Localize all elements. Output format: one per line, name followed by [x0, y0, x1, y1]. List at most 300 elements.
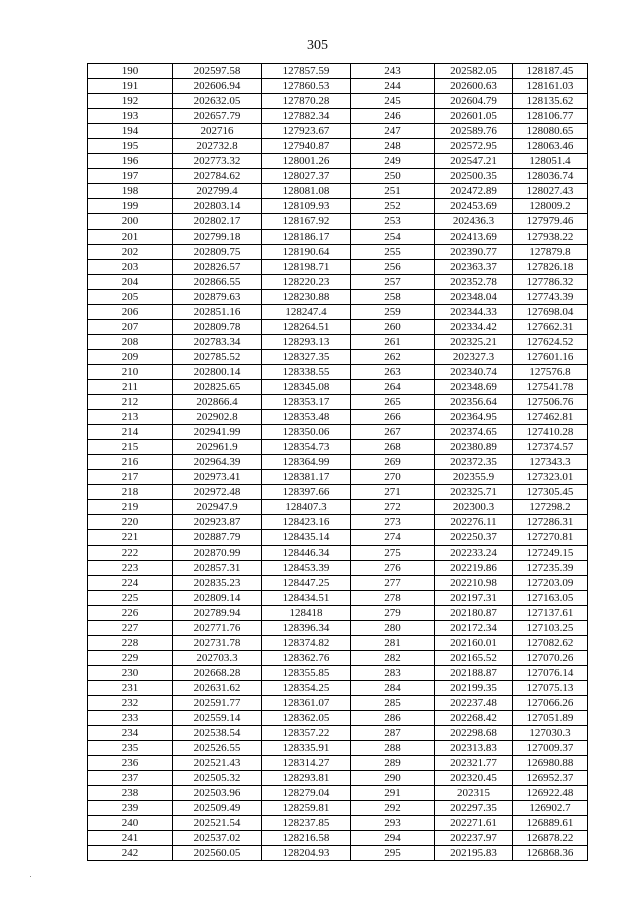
- x-coordinate-cell: 202352.78: [435, 274, 513, 289]
- table-row: [88, 500, 588, 515]
- y-coordinate-cell: 128293.81: [262, 771, 351, 786]
- y-coordinate-cell: 127541.78: [513, 379, 588, 394]
- x-coordinate-cell: 202799.4: [173, 184, 262, 199]
- table-row: [88, 199, 588, 214]
- x-coordinate-cell: 202866.55: [173, 274, 262, 289]
- table-row: [88, 590, 588, 605]
- y-coordinate-cell: 128362.05: [262, 711, 351, 726]
- table-row: [88, 801, 588, 816]
- x-coordinate-cell: 202509.49: [173, 801, 262, 816]
- table-row: [88, 816, 588, 831]
- x-coordinate-cell: 202972.48: [173, 485, 262, 500]
- x-coordinate-cell: 202334.42: [435, 319, 513, 334]
- y-coordinate-cell: 128220.23: [262, 274, 351, 289]
- table-row: [88, 154, 588, 169]
- point-number-cell: 252: [351, 199, 435, 214]
- point-number-cell: 260: [351, 319, 435, 334]
- y-coordinate-cell: 128447.25: [262, 575, 351, 590]
- y-coordinate-cell: 128247.4: [262, 304, 351, 319]
- x-coordinate-cell: 202826.57: [173, 259, 262, 274]
- point-number-cell: 217: [88, 470, 173, 485]
- x-coordinate-cell: 202325.71: [435, 485, 513, 500]
- y-coordinate-cell: 128396.34: [262, 620, 351, 635]
- x-coordinate-cell: 202390.77: [435, 244, 513, 259]
- point-number-cell: 203: [88, 259, 173, 274]
- y-coordinate-cell: 127203.09: [513, 575, 588, 590]
- point-number-cell: 265: [351, 395, 435, 410]
- x-coordinate-cell: 202799.18: [173, 229, 262, 244]
- point-number-cell: 278: [351, 590, 435, 605]
- point-number-cell: 193: [88, 109, 173, 124]
- table-row: [88, 455, 588, 470]
- point-number-cell: 208: [88, 334, 173, 349]
- x-coordinate-cell: 202526.55: [173, 741, 262, 756]
- y-coordinate-cell: 127030.3: [513, 726, 588, 741]
- x-coordinate-cell: 202276.11: [435, 515, 513, 530]
- y-coordinate-cell: 128423.16: [262, 515, 351, 530]
- point-number-cell: 287: [351, 726, 435, 741]
- y-coordinate-cell: 128338.55: [262, 364, 351, 379]
- point-number-cell: 249: [351, 154, 435, 169]
- point-number-cell: 246: [351, 109, 435, 124]
- x-coordinate-cell: 202380.89: [435, 440, 513, 455]
- table-row: [88, 635, 588, 650]
- x-coordinate-cell: 202657.79: [173, 109, 262, 124]
- x-coordinate-cell: 202210.98: [435, 575, 513, 590]
- y-coordinate-cell: 127979.46: [513, 214, 588, 229]
- point-number-cell: 271: [351, 485, 435, 500]
- point-number-cell: 245: [351, 94, 435, 109]
- point-number-cell: 192: [88, 94, 173, 109]
- x-coordinate-cell: 202835.23: [173, 575, 262, 590]
- table-row: [88, 440, 588, 455]
- table-row: [88, 620, 588, 635]
- y-coordinate-cell: 126878.22: [513, 831, 588, 846]
- table-row: [88, 470, 588, 485]
- y-coordinate-cell: 128109.93: [262, 199, 351, 214]
- x-coordinate-cell: 202732.8: [173, 139, 262, 154]
- point-number-cell: 229: [88, 650, 173, 665]
- table-row: [88, 545, 588, 560]
- y-coordinate-cell: 128081.08: [262, 184, 351, 199]
- point-number-cell: 268: [351, 440, 435, 455]
- x-coordinate-cell: 202591.77: [173, 695, 262, 710]
- point-number-cell: 251: [351, 184, 435, 199]
- x-coordinate-cell: 202268.42: [435, 711, 513, 726]
- table-row: [88, 79, 588, 94]
- y-coordinate-cell: 128446.34: [262, 545, 351, 560]
- y-coordinate-cell: 127506.76: [513, 395, 588, 410]
- y-coordinate-cell: 128335.91: [262, 741, 351, 756]
- y-coordinate-cell: 127870.28: [262, 94, 351, 109]
- y-coordinate-cell: 128027.43: [513, 184, 588, 199]
- point-number-cell: 190: [88, 64, 173, 79]
- x-coordinate-cell: 202802.17: [173, 214, 262, 229]
- x-coordinate-cell: 202887.79: [173, 530, 262, 545]
- table-row: [88, 244, 588, 259]
- point-number-cell: 243: [351, 64, 435, 79]
- x-coordinate-cell: 202233.24: [435, 545, 513, 560]
- table-row: [88, 410, 588, 425]
- y-coordinate-cell: 128204.93: [262, 846, 351, 861]
- x-coordinate-cell: 202436.3: [435, 214, 513, 229]
- y-coordinate-cell: 127051.89: [513, 711, 588, 726]
- y-coordinate-cell: 127305.45: [513, 485, 588, 500]
- scan-speck: [30, 876, 31, 877]
- x-coordinate-cell: 202961.9: [173, 440, 262, 455]
- table-row: [88, 726, 588, 741]
- y-coordinate-cell: 128374.82: [262, 635, 351, 650]
- point-number-cell: 234: [88, 726, 173, 741]
- point-number-cell: 211: [88, 379, 173, 394]
- y-coordinate-cell: 128381.17: [262, 470, 351, 485]
- x-coordinate-cell: 202851.16: [173, 304, 262, 319]
- y-coordinate-cell: 127343.3: [513, 455, 588, 470]
- x-coordinate-cell: 202199.35: [435, 680, 513, 695]
- y-coordinate-cell: 127624.52: [513, 334, 588, 349]
- point-number-cell: 255: [351, 244, 435, 259]
- table-row: [88, 756, 588, 771]
- point-number-cell: 258: [351, 289, 435, 304]
- table-row: [88, 259, 588, 274]
- table-row: [88, 831, 588, 846]
- table-row: [88, 349, 588, 364]
- point-number-cell: 233: [88, 711, 173, 726]
- y-coordinate-cell: 127923.67: [262, 124, 351, 139]
- x-coordinate-cell: 202879.63: [173, 289, 262, 304]
- y-coordinate-cell: 128264.51: [262, 319, 351, 334]
- x-coordinate-cell: 202538.54: [173, 726, 262, 741]
- x-coordinate-cell: 202789.94: [173, 605, 262, 620]
- x-coordinate-cell: 202809.75: [173, 244, 262, 259]
- point-number-cell: 267: [351, 425, 435, 440]
- y-coordinate-cell: 128293.13: [262, 334, 351, 349]
- y-coordinate-cell: 128353.48: [262, 410, 351, 425]
- y-coordinate-cell: 128453.39: [262, 560, 351, 575]
- x-coordinate-cell: 202356.64: [435, 395, 513, 410]
- y-coordinate-cell: 128279.04: [262, 786, 351, 801]
- x-coordinate-cell: 202413.69: [435, 229, 513, 244]
- point-number-cell: 196: [88, 154, 173, 169]
- point-number-cell: 259: [351, 304, 435, 319]
- table-row: [88, 379, 588, 394]
- point-number-cell: 277: [351, 575, 435, 590]
- x-coordinate-cell: 202453.69: [435, 199, 513, 214]
- page-number: 305: [307, 38, 328, 53]
- x-coordinate-cell: 202297.35: [435, 801, 513, 816]
- y-coordinate-cell: 128237.85: [262, 816, 351, 831]
- point-number-cell: 224: [88, 575, 173, 590]
- y-coordinate-cell: 128135.62: [513, 94, 588, 109]
- y-coordinate-cell: 127743.39: [513, 289, 588, 304]
- y-coordinate-cell: 128355.85: [262, 665, 351, 680]
- y-coordinate-cell: 126868.36: [513, 846, 588, 861]
- point-number-cell: 225: [88, 590, 173, 605]
- x-coordinate-cell: 202973.41: [173, 470, 262, 485]
- x-coordinate-cell: 202363.37: [435, 259, 513, 274]
- point-number-cell: 247: [351, 124, 435, 139]
- x-coordinate-cell: 202521.54: [173, 816, 262, 831]
- x-coordinate-cell: 202197.31: [435, 590, 513, 605]
- x-coordinate-cell: 202325.21: [435, 334, 513, 349]
- x-coordinate-cell: 202500.35: [435, 169, 513, 184]
- point-number-cell: 250: [351, 169, 435, 184]
- y-coordinate-cell: 128187.45: [513, 64, 588, 79]
- coordinates-table-body: [88, 64, 588, 861]
- x-coordinate-cell: 202731.78: [173, 635, 262, 650]
- x-coordinate-cell: 202298.68: [435, 726, 513, 741]
- x-coordinate-cell: 202372.35: [435, 455, 513, 470]
- y-coordinate-cell: 127410.28: [513, 425, 588, 440]
- table-row: [88, 289, 588, 304]
- table-row: [88, 139, 588, 154]
- point-number-cell: 194: [88, 124, 173, 139]
- point-number-cell: 214: [88, 425, 173, 440]
- point-number-cell: 248: [351, 139, 435, 154]
- x-coordinate-cell: 202340.74: [435, 364, 513, 379]
- x-coordinate-cell: 202866.4: [173, 395, 262, 410]
- x-coordinate-cell: 202803.14: [173, 199, 262, 214]
- point-number-cell: 289: [351, 756, 435, 771]
- y-coordinate-cell: 127163.05: [513, 590, 588, 605]
- table-row: [88, 605, 588, 620]
- point-number-cell: 290: [351, 771, 435, 786]
- point-number-cell: 216: [88, 455, 173, 470]
- y-coordinate-cell: 128009.2: [513, 199, 588, 214]
- point-number-cell: 244: [351, 79, 435, 94]
- point-number-cell: 235: [88, 741, 173, 756]
- y-coordinate-cell: 128230.88: [262, 289, 351, 304]
- point-number-cell: 288: [351, 741, 435, 756]
- y-coordinate-cell: 127938.22: [513, 229, 588, 244]
- x-coordinate-cell: 202315: [435, 786, 513, 801]
- y-coordinate-cell: 128063.46: [513, 139, 588, 154]
- y-coordinate-cell: 128259.81: [262, 801, 351, 816]
- y-coordinate-cell: 128027.37: [262, 169, 351, 184]
- y-coordinate-cell: 127286.31: [513, 515, 588, 530]
- x-coordinate-cell: 202809.14: [173, 590, 262, 605]
- table-row: [88, 274, 588, 289]
- y-coordinate-cell: 128418: [262, 605, 351, 620]
- y-coordinate-cell: 128186.17: [262, 229, 351, 244]
- y-coordinate-cell: 127323.01: [513, 470, 588, 485]
- y-coordinate-cell: 126922.48: [513, 786, 588, 801]
- point-number-cell: 266: [351, 410, 435, 425]
- x-coordinate-cell: 202582.05: [435, 64, 513, 79]
- point-number-cell: 204: [88, 274, 173, 289]
- y-coordinate-cell: 127298.2: [513, 500, 588, 515]
- coordinates-table: [87, 63, 588, 861]
- point-number-cell: 230: [88, 665, 173, 680]
- point-number-cell: 201: [88, 229, 173, 244]
- y-coordinate-cell: 128354.25: [262, 680, 351, 695]
- y-coordinate-cell: 128036.74: [513, 169, 588, 184]
- x-coordinate-cell: 202923.87: [173, 515, 262, 530]
- x-coordinate-cell: 202271.61: [435, 816, 513, 831]
- point-number-cell: 283: [351, 665, 435, 680]
- y-coordinate-cell: 127075.13: [513, 680, 588, 695]
- x-coordinate-cell: 202560.05: [173, 846, 262, 861]
- x-coordinate-cell: 202870.99: [173, 545, 262, 560]
- x-coordinate-cell: 202857.31: [173, 560, 262, 575]
- table-row: [88, 665, 588, 680]
- table-row: [88, 575, 588, 590]
- table-row: [88, 425, 588, 440]
- point-number-cell: 253: [351, 214, 435, 229]
- table-row: [88, 485, 588, 500]
- y-coordinate-cell: 128106.77: [513, 109, 588, 124]
- y-coordinate-cell: 128051.4: [513, 154, 588, 169]
- x-coordinate-cell: 202300.3: [435, 500, 513, 515]
- x-coordinate-cell: 202547.21: [435, 154, 513, 169]
- point-number-cell: 274: [351, 530, 435, 545]
- x-coordinate-cell: 202327.3: [435, 349, 513, 364]
- x-coordinate-cell: 202219.86: [435, 560, 513, 575]
- y-coordinate-cell: 127576.8: [513, 364, 588, 379]
- point-number-cell: 215: [88, 440, 173, 455]
- table-row: [88, 680, 588, 695]
- x-coordinate-cell: 202180.87: [435, 605, 513, 620]
- point-number-cell: 264: [351, 379, 435, 394]
- y-coordinate-cell: 127374.57: [513, 440, 588, 455]
- x-coordinate-cell: 202589.76: [435, 124, 513, 139]
- point-number-cell: 197: [88, 169, 173, 184]
- y-coordinate-cell: 127270.81: [513, 530, 588, 545]
- x-coordinate-cell: 202188.87: [435, 665, 513, 680]
- y-coordinate-cell: 128357.22: [262, 726, 351, 741]
- table-row: [88, 530, 588, 545]
- y-coordinate-cell: 128080.65: [513, 124, 588, 139]
- x-coordinate-cell: 202237.97: [435, 831, 513, 846]
- y-coordinate-cell: 127879.8: [513, 244, 588, 259]
- point-number-cell: 210: [88, 364, 173, 379]
- y-coordinate-cell: 127070.26: [513, 650, 588, 665]
- x-coordinate-cell: 202374.65: [435, 425, 513, 440]
- point-number-cell: 291: [351, 786, 435, 801]
- x-coordinate-cell: 202785.52: [173, 349, 262, 364]
- point-number-cell: 261: [351, 334, 435, 349]
- x-coordinate-cell: 202606.94: [173, 79, 262, 94]
- point-number-cell: 263: [351, 364, 435, 379]
- y-coordinate-cell: 128350.06: [262, 425, 351, 440]
- y-coordinate-cell: 128361.07: [262, 695, 351, 710]
- point-number-cell: 220: [88, 515, 173, 530]
- point-number-cell: 226: [88, 605, 173, 620]
- y-coordinate-cell: 127082.62: [513, 635, 588, 650]
- table-row: [88, 364, 588, 379]
- table-row: [88, 229, 588, 244]
- point-number-cell: 293: [351, 816, 435, 831]
- table-row: [88, 334, 588, 349]
- table-row: [88, 64, 588, 79]
- y-coordinate-cell: 127235.39: [513, 560, 588, 575]
- y-coordinate-cell: 127698.04: [513, 304, 588, 319]
- y-coordinate-cell: 128161.03: [513, 79, 588, 94]
- x-coordinate-cell: 202947.9: [173, 500, 262, 515]
- point-number-cell: 199: [88, 199, 173, 214]
- y-coordinate-cell: 128362.76: [262, 650, 351, 665]
- y-coordinate-cell: 127137.61: [513, 605, 588, 620]
- x-coordinate-cell: 202668.28: [173, 665, 262, 680]
- y-coordinate-cell: 128434.51: [262, 590, 351, 605]
- x-coordinate-cell: 202604.79: [435, 94, 513, 109]
- x-coordinate-cell: 202964.39: [173, 455, 262, 470]
- x-coordinate-cell: 202771.76: [173, 620, 262, 635]
- point-number-cell: 205: [88, 289, 173, 304]
- table-row: [88, 94, 588, 109]
- point-number-cell: 198: [88, 184, 173, 199]
- x-coordinate-cell: 202364.95: [435, 410, 513, 425]
- y-coordinate-cell: 128001.26: [262, 154, 351, 169]
- point-number-cell: 238: [88, 786, 173, 801]
- point-number-cell: 200: [88, 214, 173, 229]
- point-number-cell: 254: [351, 229, 435, 244]
- x-coordinate-cell: 202348.69: [435, 379, 513, 394]
- y-coordinate-cell: 128354.73: [262, 440, 351, 455]
- point-number-cell: 206: [88, 304, 173, 319]
- point-number-cell: 292: [351, 801, 435, 816]
- point-number-cell: 231: [88, 680, 173, 695]
- x-coordinate-cell: 202172.34: [435, 620, 513, 635]
- y-coordinate-cell: 127786.32: [513, 274, 588, 289]
- point-number-cell: 280: [351, 620, 435, 635]
- x-coordinate-cell: 202601.05: [435, 109, 513, 124]
- x-coordinate-cell: 202165.52: [435, 650, 513, 665]
- point-number-cell: 262: [351, 349, 435, 364]
- point-number-cell: 279: [351, 605, 435, 620]
- point-number-cell: 257: [351, 274, 435, 289]
- table-row: [88, 319, 588, 334]
- point-number-cell: 295: [351, 846, 435, 861]
- point-number-cell: 222: [88, 545, 173, 560]
- point-number-cell: 219: [88, 500, 173, 515]
- y-coordinate-cell: 128364.99: [262, 455, 351, 470]
- x-coordinate-cell: 202321.77: [435, 756, 513, 771]
- x-coordinate-cell: 202941.99: [173, 425, 262, 440]
- table-row: [88, 214, 588, 229]
- x-coordinate-cell: 202503.96: [173, 786, 262, 801]
- x-coordinate-cell: 202250.37: [435, 530, 513, 545]
- point-number-cell: 232: [88, 695, 173, 710]
- point-number-cell: 269: [351, 455, 435, 470]
- point-number-cell: 294: [351, 831, 435, 846]
- point-number-cell: 270: [351, 470, 435, 485]
- point-number-cell: 284: [351, 680, 435, 695]
- y-coordinate-cell: 127662.31: [513, 319, 588, 334]
- x-coordinate-cell: 202902.8: [173, 410, 262, 425]
- y-coordinate-cell: 127009.37: [513, 741, 588, 756]
- table-row: [88, 695, 588, 710]
- y-coordinate-cell: 126980.88: [513, 756, 588, 771]
- y-coordinate-cell: 126889.61: [513, 816, 588, 831]
- y-coordinate-cell: 126902.7: [513, 801, 588, 816]
- y-coordinate-cell: 128216.58: [262, 831, 351, 846]
- x-coordinate-cell: 202344.33: [435, 304, 513, 319]
- y-coordinate-cell: 128167.92: [262, 214, 351, 229]
- point-number-cell: 207: [88, 319, 173, 334]
- y-coordinate-cell: 128353.17: [262, 395, 351, 410]
- x-coordinate-cell: 202320.45: [435, 771, 513, 786]
- y-coordinate-cell: 128407.3: [262, 500, 351, 515]
- table-row: [88, 169, 588, 184]
- point-number-cell: 218: [88, 485, 173, 500]
- y-coordinate-cell: 128397.66: [262, 485, 351, 500]
- y-coordinate-cell: 127826.18: [513, 259, 588, 274]
- point-number-cell: 236: [88, 756, 173, 771]
- point-number-cell: 285: [351, 695, 435, 710]
- x-coordinate-cell: 202521.43: [173, 756, 262, 771]
- y-coordinate-cell: 127103.25: [513, 620, 588, 635]
